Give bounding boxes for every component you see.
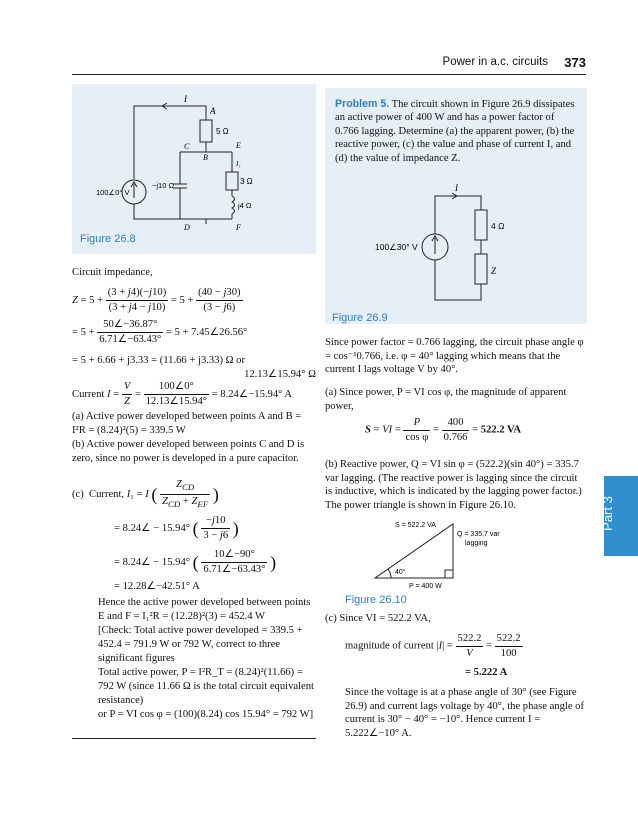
part-c-result: = 12.28∠−42.51° A	[114, 581, 200, 592]
running-header-title: Power in a.c. circuits	[442, 56, 548, 68]
part-c-eq-1: (c) Current, I₁ = I ( $\frac{Z_{CD}}{Z_{CD} + Z_{EF}}$ )	[72, 479, 219, 510]
triangle-label-P: P = 400 W	[409, 583, 442, 588]
fig269-label-source: 100∠30° V	[375, 242, 418, 252]
impedance-eq-1: Z = 5 + $\frac{(3 + j4)(-j10)}{(3 + j4 - j10)}$ = 5 + $\frac{(40 - j30)}{(3 - j6)}$	[72, 287, 241, 313]
fig269-label-I: I	[455, 183, 458, 193]
impedance-polar: 12.13∠15.94° Ω	[244, 369, 316, 380]
part-tab-label: Part 3	[599, 496, 615, 531]
triangle-label-S: S = 522.2 VA	[395, 522, 436, 529]
phase-text: Since the voltage is at a phase angle of 30° (see Figure 26.9) and current lags voltage by 40°, the phase angle of current is 30° − 40° = −10°. Hence current I = 5.222∠−10° A.	[345, 687, 584, 739]
fig-label-inductor: j4 Ω	[238, 201, 252, 210]
fig-label-D: D	[184, 223, 190, 232]
current-magnitude-result: = 5.222 A	[465, 667, 508, 678]
part-tab	[599, 476, 638, 556]
total-power-text: Total active power, P = I²R_T = (8.24)²(11.66) = 792 W (since 11.66 Ω is the total circuit equivalent resistance)	[98, 667, 314, 706]
page-number: 373	[564, 55, 586, 70]
figure-26-8-caption: Figure 26.8	[80, 233, 136, 245]
fig-label-E: E	[236, 141, 241, 150]
triangle-label-angle: 40°	[395, 569, 406, 576]
header-rule	[72, 74, 586, 75]
right-part-a-text: (a) Since power, P = VI cos φ, the magnitude of apparent power,	[325, 387, 567, 412]
fig-label-source: 100∠0° V	[96, 188, 130, 197]
circuit-diagram-26-9	[325, 182, 587, 312]
hence-text: Hence the active power developed between points E and F = I₁²R = (12.28)²(3) = 452.4 W	[98, 597, 311, 622]
impedance-eq-3: = 5 + 6.66 + j3.33 = (11.66 + j3.33) Ω or	[72, 355, 246, 366]
fig-label-5ohm: 5 Ω	[216, 127, 229, 136]
power-triangle	[365, 518, 535, 588]
fig269-label-Z: Z	[491, 266, 497, 276]
fig-label-B: B	[203, 153, 208, 162]
fig269-label-4ohm: 4 Ω	[491, 221, 505, 231]
current-magnitude-eq: magnitude of current |I| = $\frac{522.2}{V}$ = $\frac{522.2}{100}$	[345, 633, 521, 659]
right-part-b-text: (b) Reactive power, Q = VI sin φ = (522.2)(sin 40°) = 335.7 var lagging. (The reactive power is lagging since the circuit is inductive, which is indicated by the lagging power factor.) The power triangle is shown in Figure 26.10.	[325, 459, 582, 511]
alternate-power-text: or P = VI cos φ = (100)(8.24) cos 15.94° = 792 W]	[98, 709, 314, 720]
triangle-label-Q: Q = 335.7 var	[457, 531, 500, 538]
fig-label-A: A	[210, 106, 216, 116]
fig-label-capacitor: −j10 Ω	[152, 181, 175, 190]
impedance-eq-2: = 5 + $\frac{50\angle-36.87^\circ}{6.71\angle-63.43^\circ}$ = 5 + 7.45∠26.56°	[72, 319, 248, 345]
problem-title: Problem 5.	[335, 98, 390, 110]
fig-label-I1: I₁	[236, 160, 241, 168]
apparent-power-eq: S = VI = $\frac{P}{\text{cos φ}}$ = $\frac{400}{0.766}$ = 522.2 VA	[365, 417, 521, 443]
figure-26-8	[72, 84, 316, 254]
part-c-eq-3: = 8.24∠ − 15.94° ( $\frac{10\angle-90^\circ}{6.71\angle-63.43^\circ}$ )	[114, 549, 277, 575]
check-text: [Check: Total active power developed = 339.5 + 452.4 = 791.9 W or 792 W, correct to three significant figures	[98, 625, 303, 664]
fig-label-C: C	[184, 142, 190, 151]
problem-5	[335, 98, 580, 165]
power-factor-text: Since power factor = 0.766 lagging, the circuit phase angle φ = cos⁻¹0.766, i.e. φ = 40° lagging which means that the current I lags voltage V by 40°.	[325, 337, 584, 376]
problem-text: The circuit shown in Figure 26.9 dissipates an active power of 400 W and has a power factor of 0.766 lagging. Determine (a) the apparent power, (b) the reactive power, (c) the value and phase of current I, and (d) the value of impedance Z.	[335, 99, 575, 164]
part-a-text: (a) Active power developed between points A and B = I²R = (8.24)²(5) = 339.5 W	[72, 411, 302, 436]
fig-label-F: F	[236, 223, 241, 232]
part-c-eq-2: = 8.24∠ − 15.94° ( $\frac{-j10}{3 - j6}$ )	[114, 515, 239, 541]
circuit-diagram-26-8	[72, 84, 316, 254]
left-column-end-rule	[72, 738, 316, 739]
triangle-label-Q-lagging: lagging	[465, 540, 488, 547]
figure-26-9-caption: Figure 26.9	[332, 312, 388, 324]
figure-26-10-caption: Figure 26.10	[345, 594, 407, 606]
right-part-c-text: (c) Since VI = 522.2 VA,	[325, 613, 431, 624]
current-eq: Current I = $\frac{V}{Z}$ = $\frac{100\angle 0^\circ}{12.13\angle 15.94^\circ}$ = 8.24∠−15.94° A	[72, 381, 293, 407]
part-b-text: (b) Active power developed between points C and D is zero, since no power is developed in a pure capacitor.	[72, 439, 305, 464]
fig-label-3ohm: 3 Ω	[240, 177, 253, 186]
impedance-intro: Circuit impedance,	[72, 267, 153, 278]
fig-label-I: I	[184, 94, 187, 104]
